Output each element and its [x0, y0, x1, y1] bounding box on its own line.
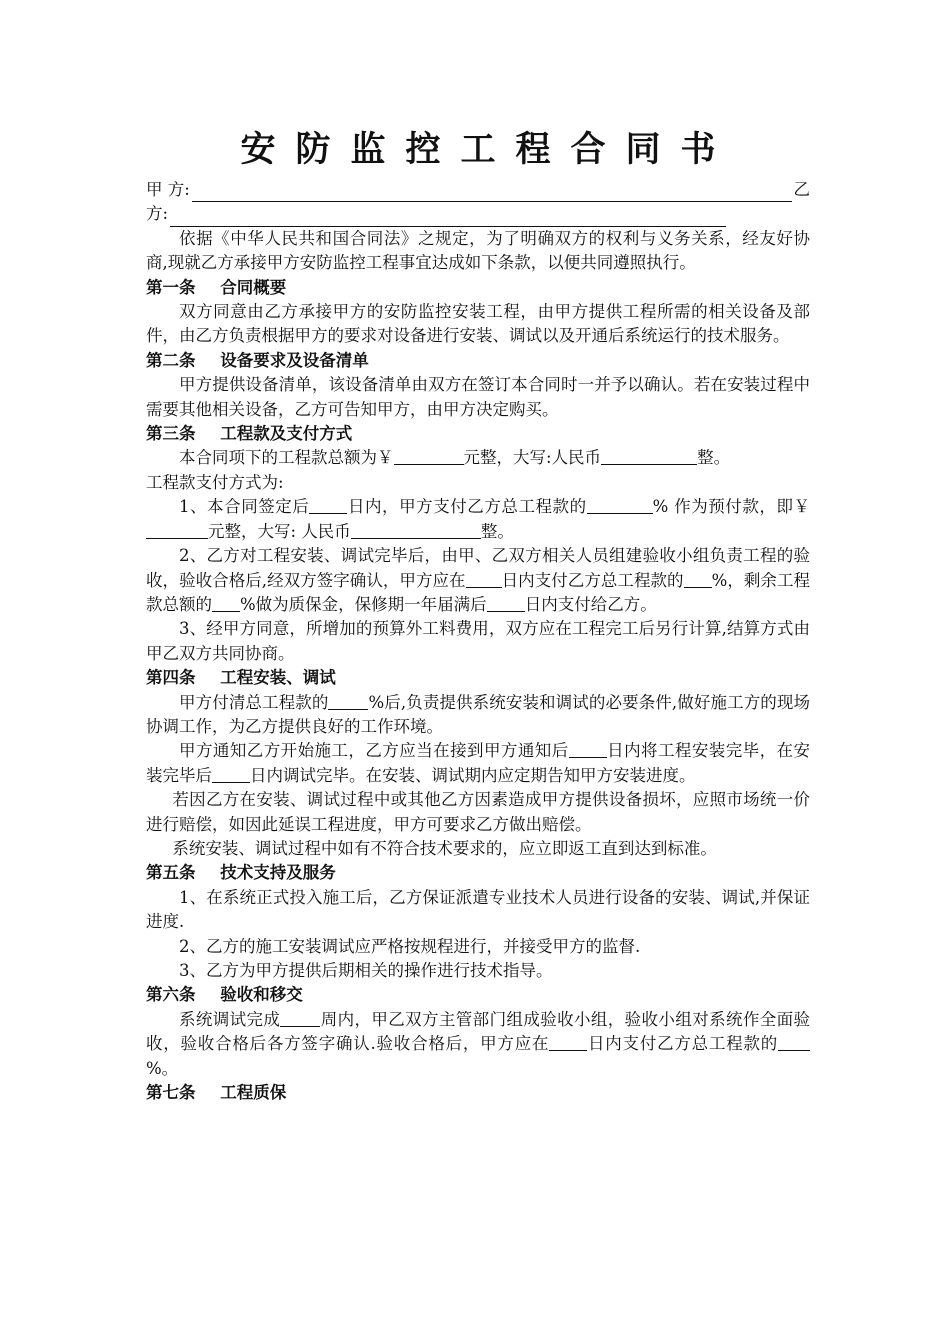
article-6-number: 第六条 — [146, 985, 196, 1005]
a4p2-text-c: 日内调试完毕。在安装、调试期内应定期告知甲方安装进度。 — [250, 765, 696, 785]
a4p2-text-a: 甲方通知乙方开始施工，乙方应当在接到甲方通知后 — [179, 741, 569, 761]
article-1-title: 合同概要 — [220, 277, 287, 297]
article-2-title: 设备要求及设备清单 — [220, 350, 369, 370]
total-amount-blank[interactable] — [394, 447, 464, 465]
a4p1-percent-blank[interactable] — [328, 692, 368, 710]
article-4-p1 — [146, 691, 810, 740]
item2-text-d: %做为质保金，保修期一年届满后 — [240, 594, 487, 614]
article-4-title: 工程安装、调试 — [220, 668, 336, 688]
article-7-title: 工程质保 — [220, 1083, 287, 1103]
item2-text-b: 日内支付乙方总工程款的 — [501, 570, 684, 590]
article-5-item-2: 2、乙方的施工安装调试应严格按规程进行，并接受甲方的监督. — [179, 936, 641, 956]
article-4-heading — [146, 666, 810, 690]
party-b-label-start: 乙 — [793, 180, 810, 199]
article-5-number: 第五条 — [146, 863, 196, 883]
a4p1-text-a: 甲方付清总工程款的 — [179, 692, 329, 712]
article-3-item-1 — [146, 495, 810, 544]
article-3-total — [146, 446, 810, 470]
article-6-heading — [146, 983, 810, 1007]
article-1-body: 双方同意由乙方承接甲方的安防监控安装工程，由甲方提供工程所需的相关设备及部件，由乙方负责根据甲方的要求对设备进行安装、调试以及开通后系统运行的技术服务。 — [146, 302, 810, 346]
item1-amount-blank[interactable] — [146, 521, 208, 539]
party-a-label: 甲 方: — [146, 180, 190, 199]
a4p2-days-blank[interactable] — [569, 740, 607, 758]
total-text-b: 元整，大写:人民币 — [463, 448, 602, 468]
a6-text-a: 系统调试完成 — [179, 1009, 281, 1029]
a6-weeks-blank[interactable] — [280, 1009, 320, 1027]
a6-text-b: 周内，甲乙双方主管部门组成验收小组，验收小组对系统作全面验收，验收合格后各方签字确认.验收合格后，甲方应在 — [146, 1009, 811, 1054]
a4p2-debug-days-blank[interactable] — [212, 765, 250, 783]
article-4-p3: 若因乙方在安装、调试过程中或其他乙方因素造成甲方提供设备损坏，应照市场统一价进行赔偿，如因此延误工程进度，甲方可要求乙方做出赔偿。 — [146, 790, 810, 834]
article-2-body: 甲方提供设备清单，该设备清单由双方在签订本合同时一并予以确认。若在安装过程中需要其他相关设备，乙方可告知甲方，由甲方决定购买。 — [146, 375, 810, 419]
item1-text-c: % 作为预付款，即￥ — [652, 497, 810, 517]
article-1-heading — [146, 276, 810, 300]
item1-days-blank[interactable] — [309, 496, 347, 514]
item1-words-blank[interactable] — [351, 521, 481, 539]
article-6-body — [146, 1008, 810, 1081]
article-3-item-2 — [146, 544, 810, 617]
item1-text-b: 日内，甲方支付乙方总工程款的 — [347, 497, 587, 517]
article-2-heading — [146, 349, 810, 373]
item2-text-e: 日内支付给乙方。 — [524, 594, 657, 614]
item2-days-blank[interactable] — [466, 570, 502, 588]
article-5-heading — [146, 861, 810, 885]
article-3-method: 工程款支付方式为: — [146, 472, 284, 492]
article-5-item-1: 1、在系统正式投入施工后，乙方保证派遣专业技术人员进行设备的安装、调试,并保证进度. — [146, 887, 810, 932]
article-4-p2 — [146, 739, 810, 788]
article-3-number: 第三条 — [146, 424, 196, 444]
item1-text-a: 1、本合同签定后 — [179, 497, 310, 517]
a4p1-text-b: %后,负责提供系统安装和调试的必要条件,做好施工方的现场协调工作，为乙方提供良好的工作环境。 — [146, 692, 811, 736]
article-3-item-3: 3、经甲方同意，所增加的预算外工料费用，双方应在工程完工后另行计算,结算方式由甲乙双方共同协商。 — [146, 619, 810, 663]
item2-text-c: %，剩余工程款总额的 — [146, 570, 810, 614]
party-b-blank[interactable] — [170, 209, 726, 227]
item2-final-days-blank[interactable] — [487, 594, 525, 612]
item2-retention-blank[interactable] — [212, 594, 240, 612]
article-5-title: 技术支持及服务 — [220, 863, 336, 883]
item1-percent-blank[interactable] — [587, 496, 653, 514]
party-a-line — [146, 178, 810, 202]
item1-text-e: 整。 — [480, 521, 514, 541]
party-a-blank[interactable] — [192, 184, 792, 202]
article-2-number: 第二条 — [146, 350, 196, 370]
a4p2-text-b: 日内将工程安装完毕，在安装完毕后 — [146, 741, 811, 785]
item2-percent-blank[interactable] — [684, 570, 712, 588]
article-3-heading — [146, 422, 810, 446]
intro-paragraph: 依据《中华人民共和国合同法》之规定，为了明确双方的权利与义务关系，经友好协商,现就乙方承接甲方安防监控工程事宜达成如下条款，以便共同遵照执行。 — [146, 228, 810, 273]
item2-text-a: 2、乙方对工程安装、调试完毕后，由甲、乙双方相关人员组建验收小组负责工程的验收，验收合格后,经双方签字确认，甲方应在 — [146, 546, 810, 590]
article-5-item-3: 3、乙方为甲方提供后期相关的操作进行技术指导。 — [179, 961, 553, 980]
a6-percent-blank[interactable] — [778, 1033, 810, 1051]
article-7-number: 第七条 — [146, 1083, 196, 1103]
document-title: 安防监控工程合同书 — [240, 129, 736, 170]
a6-days-blank[interactable] — [549, 1033, 587, 1051]
article-3-title: 工程款及支付方式 — [220, 424, 353, 444]
a6-text-c: 日内支付乙方总工程款的 — [587, 1034, 779, 1054]
article-4-p4: 系统安装、调试过程中如有不符合技术要求的，应立即返工直到达到标准。 — [172, 838, 717, 858]
article-4-number: 第四条 — [146, 668, 196, 688]
total-text-a: 本合同项下的工程款总额为￥ — [179, 448, 394, 468]
article-7-heading — [146, 1081, 810, 1105]
party-b-label: 方: — [146, 204, 169, 224]
a6-text-d: %。 — [146, 1058, 179, 1078]
article-1-number: 第一条 — [146, 277, 196, 297]
item1-text-d: 元整，大写: 人民币 — [208, 521, 351, 541]
total-text-c: 整。 — [697, 448, 731, 468]
article-6-title: 验收和移交 — [220, 985, 303, 1005]
total-amount-words-blank[interactable] — [601, 447, 697, 465]
party-b-line — [146, 202, 810, 226]
contract-page — [146, 128, 810, 1105]
